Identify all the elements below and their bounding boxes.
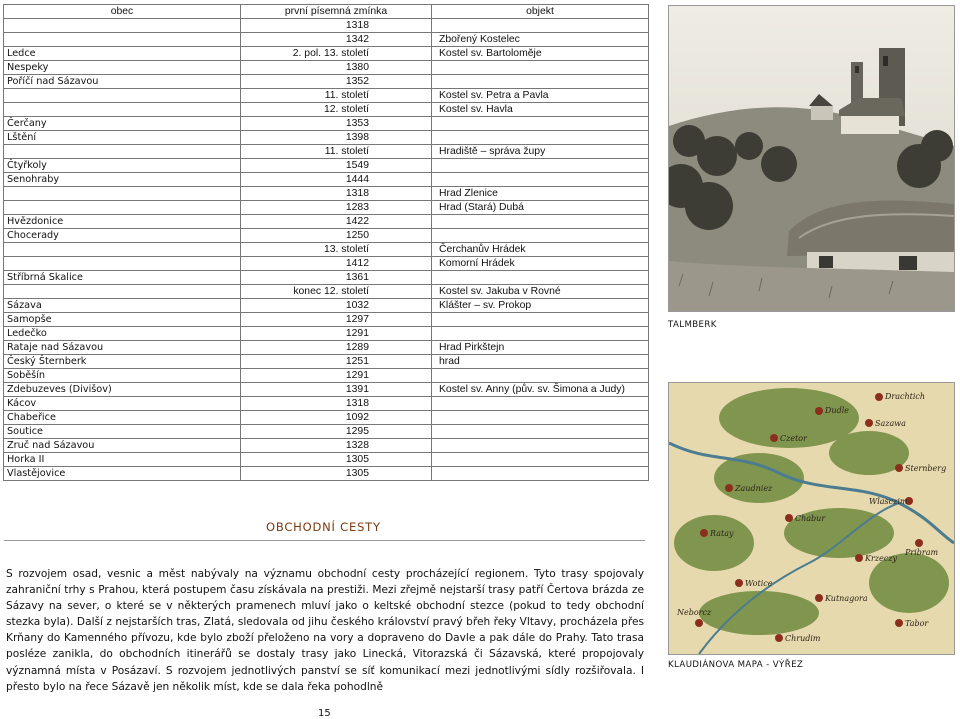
table-row bbox=[4, 341, 649, 355]
table-row bbox=[4, 131, 649, 145]
table-row bbox=[4, 33, 649, 47]
cell-obec bbox=[4, 243, 241, 257]
cell-obec: Zdebuzeves (Divišov) bbox=[4, 383, 241, 397]
table-row bbox=[4, 257, 649, 271]
cell-first-mention: 1352 bbox=[241, 75, 432, 89]
cell-first-mention: 1342 bbox=[241, 33, 432, 47]
cell-objekt bbox=[432, 327, 649, 341]
table-row bbox=[4, 271, 649, 285]
table-row bbox=[4, 145, 649, 159]
cell-objekt: Kostel sv. Bartoloměje bbox=[432, 47, 649, 61]
map-caption: KLAUDIÁNOVA MAPA - VÝŘEZ bbox=[668, 660, 804, 670]
table-row bbox=[4, 355, 649, 369]
cell-objekt bbox=[432, 313, 649, 327]
cell-obec: Poříčí nad Sázavou bbox=[4, 75, 241, 89]
cell-obec: Zruč nad Sázavou bbox=[4, 439, 241, 453]
cell-obec bbox=[4, 257, 241, 271]
cell-objekt bbox=[432, 75, 649, 89]
table-row bbox=[4, 327, 649, 341]
cell-first-mention: 1305 bbox=[241, 453, 432, 467]
map-label: Wotice bbox=[745, 579, 773, 588]
cell-first-mention: 1318 bbox=[241, 19, 432, 33]
cell-objekt: Hrad (Stará) Dubá bbox=[432, 201, 649, 215]
table-row bbox=[4, 383, 649, 397]
cell-obec: Chocerady bbox=[4, 229, 241, 243]
monuments-table bbox=[3, 4, 649, 481]
cell-objekt: Kostel sv. Anny (pův. sv. Šimona a Judy) bbox=[432, 383, 649, 397]
header-obec: obec bbox=[4, 5, 241, 19]
cell-obec bbox=[4, 19, 241, 33]
table-row bbox=[4, 47, 649, 61]
cell-objekt: Klášter – sv. Prokop bbox=[432, 299, 649, 313]
map-label: Czetor bbox=[780, 434, 807, 443]
table-row bbox=[4, 369, 649, 383]
cell-obec: Soutice bbox=[4, 425, 241, 439]
map-label: Chrudim bbox=[785, 634, 821, 643]
header-first-mention: první písemná zmínka bbox=[241, 5, 432, 19]
cell-first-mention: 1353 bbox=[241, 117, 432, 131]
table-row bbox=[4, 103, 649, 117]
cell-objekt bbox=[432, 19, 649, 33]
cell-first-mention: 1361 bbox=[241, 271, 432, 285]
table-row bbox=[4, 229, 649, 243]
table-row bbox=[4, 187, 649, 201]
table-row bbox=[4, 173, 649, 187]
page-number: 15 bbox=[318, 708, 331, 719]
photo-caption: TALMBERK bbox=[668, 320, 717, 330]
map-label: Ratay bbox=[710, 529, 734, 538]
cell-obec: Vlastějovice bbox=[4, 467, 241, 481]
table-row bbox=[4, 89, 649, 103]
body-paragraph: S rozvojem osad, vesnic a měst nabývaly na významu obchodní cesty procházející regionem. Tyto trasy spojovaly zahraniční trhy s Prahou, která postupem času získávala na prestiži. Mezi zřejmě nejstarší trasy patří Čertova brázda ze Sázavy na sever, o které se v některých pramenech mluví jako o keltské obchodní stezce (pokud to tedy obchodní stezka byla). Další z nejstarších tras, Zlatá, sledovala od jihu českého království pravý břeh řeky Vltavy, procházela přes Krňany do Kamenného přívozu, kde bylo zboží přeloženo na vory a dopraveno do Davle a pak dále do Prahy. Tato trasa posléze zanikla, do obchodních itinerářů se dostaly trasy jako Linecká, Vitorazská či Sázavská, které propojovaly významná místa v Posázaví. S rozvojem jednotlivých panství se síť komunikací mezi jednotlivými sídly rozšiřovala. I přesto bylo na řece Sázavě jen několik míst, kde se dala řeka pohodlně bbox=[6, 568, 644, 693]
table-row bbox=[4, 19, 649, 33]
cell-obec bbox=[4, 103, 241, 117]
table-header-row bbox=[4, 5, 649, 19]
cell-obec: Nespeky bbox=[4, 61, 241, 75]
cell-first-mention: 1444 bbox=[241, 173, 432, 187]
cell-first-mention: 1398 bbox=[241, 131, 432, 145]
map-label: Krzeczy bbox=[865, 554, 897, 563]
cell-objekt: Komorní Hrádek bbox=[432, 257, 649, 271]
cell-obec: Chabeřice bbox=[4, 411, 241, 425]
cell-obec: Lštění bbox=[4, 131, 241, 145]
table-row bbox=[4, 411, 649, 425]
cell-objekt bbox=[432, 425, 649, 439]
map-label: Kutnagora bbox=[825, 594, 868, 603]
cell-objekt bbox=[432, 131, 649, 145]
cell-objekt bbox=[432, 271, 649, 285]
cell-first-mention: 1250 bbox=[241, 229, 432, 243]
cell-obec: Ledečko bbox=[4, 327, 241, 341]
klaudian-map-excerpt bbox=[668, 382, 955, 655]
table-row bbox=[4, 117, 649, 131]
cell-obec bbox=[4, 89, 241, 103]
cell-objekt bbox=[432, 173, 649, 187]
map-label: Sternberg bbox=[905, 464, 947, 473]
cell-objekt: hrad bbox=[432, 355, 649, 369]
cell-obec: Hvězdonice bbox=[4, 215, 241, 229]
cell-obec bbox=[4, 187, 241, 201]
cell-first-mention: 1318 bbox=[241, 397, 432, 411]
cell-first-mention: 1380 bbox=[241, 61, 432, 75]
cell-first-mention: 1549 bbox=[241, 159, 432, 173]
cell-obec: Sázava bbox=[4, 299, 241, 313]
cell-objekt: Zbořený Kostelec bbox=[432, 33, 649, 47]
cell-obec: Český Šternberk bbox=[4, 355, 241, 369]
cell-obec: Ledce bbox=[4, 47, 241, 61]
cell-obec: Rataje nad Sázavou bbox=[4, 341, 241, 355]
table-row bbox=[4, 453, 649, 467]
map-label: Sazawa bbox=[875, 419, 906, 428]
cell-obec: Kácov bbox=[4, 397, 241, 411]
cell-objekt bbox=[432, 369, 649, 383]
cell-first-mention: 1318 bbox=[241, 187, 432, 201]
cell-objekt bbox=[432, 159, 649, 173]
map-label: Zaudniez bbox=[735, 484, 773, 493]
table-row bbox=[4, 159, 649, 173]
cell-objekt bbox=[432, 467, 649, 481]
cell-first-mention: 1032 bbox=[241, 299, 432, 313]
cell-obec bbox=[4, 201, 241, 215]
cell-first-mention: 1092 bbox=[241, 411, 432, 425]
cell-obec: Stříbrná Skalice bbox=[4, 271, 241, 285]
map-label: Wlasczim bbox=[869, 497, 908, 506]
cell-first-mention: 1305 bbox=[241, 467, 432, 481]
cell-obec bbox=[4, 145, 241, 159]
cell-objekt bbox=[432, 411, 649, 425]
table-row bbox=[4, 285, 649, 299]
section-heading: OBCHODNÍ CESTY bbox=[266, 520, 381, 534]
cell-first-mention: 11. století bbox=[241, 145, 432, 159]
cell-objekt bbox=[432, 215, 649, 229]
cell-first-mention: 1412 bbox=[241, 257, 432, 271]
map-label: Chabur bbox=[795, 514, 826, 523]
cell-objekt: Čerchanův Hrádek bbox=[432, 243, 649, 257]
table-row bbox=[4, 215, 649, 229]
table-row bbox=[4, 313, 649, 327]
table-row bbox=[4, 201, 649, 215]
cell-first-mention: 1295 bbox=[241, 425, 432, 439]
heading-rule bbox=[4, 540, 645, 541]
cell-objekt: Kostel sv. Havla bbox=[432, 103, 649, 117]
cell-first-mention: 13. století bbox=[241, 243, 432, 257]
cell-first-mention: 1291 bbox=[241, 327, 432, 341]
cell-first-mention: 1328 bbox=[241, 439, 432, 453]
table-row bbox=[4, 75, 649, 89]
cell-first-mention: 1251 bbox=[241, 355, 432, 369]
table-row bbox=[4, 61, 649, 75]
cell-obec: Čerčany bbox=[4, 117, 241, 131]
cell-first-mention: 1422 bbox=[241, 215, 432, 229]
cell-obec: Samopše bbox=[4, 313, 241, 327]
map-label: Neborcz bbox=[677, 608, 712, 617]
cell-first-mention: 1283 bbox=[241, 201, 432, 215]
cell-obec: Čtyřkoly bbox=[4, 159, 241, 173]
cell-objekt: Kostel sv. Petra a Pavla bbox=[432, 89, 649, 103]
cell-objekt: Kostel sv. Jakuba v Rovné bbox=[432, 285, 649, 299]
cell-obec: Soběšín bbox=[4, 369, 241, 383]
cell-first-mention: 1289 bbox=[241, 341, 432, 355]
cell-objekt bbox=[432, 439, 649, 453]
cell-first-mention: 11. století bbox=[241, 89, 432, 103]
header-objekt: objekt bbox=[432, 5, 649, 19]
cell-objekt: Hrad Pirkštejn bbox=[432, 341, 649, 355]
cell-objekt: Hrad Zlenice bbox=[432, 187, 649, 201]
map-label: Pribram bbox=[905, 548, 939, 557]
map-label: Drachtich bbox=[885, 392, 926, 401]
talmberk-photo bbox=[668, 5, 955, 312]
cell-objekt bbox=[432, 229, 649, 243]
cell-first-mention: 12. století bbox=[241, 103, 432, 117]
cell-obec bbox=[4, 33, 241, 47]
cell-first-mention: 2. pol. 13. století bbox=[241, 47, 432, 61]
map-label: Tabor bbox=[905, 619, 929, 628]
cell-first-mention: 1291 bbox=[241, 369, 432, 383]
table-row bbox=[4, 467, 649, 481]
cell-first-mention: konec 12. století bbox=[241, 285, 432, 299]
cell-first-mention: 1391 bbox=[241, 383, 432, 397]
cell-objekt bbox=[432, 453, 649, 467]
cell-obec: Senohraby bbox=[4, 173, 241, 187]
table-row bbox=[4, 397, 649, 411]
cell-obec bbox=[4, 285, 241, 299]
table-row bbox=[4, 299, 649, 313]
cell-obec: Horka II bbox=[4, 453, 241, 467]
table-row bbox=[4, 243, 649, 257]
cell-objekt bbox=[432, 61, 649, 75]
cell-objekt: Hradiště – správa župy bbox=[432, 145, 649, 159]
map-label: Dudle bbox=[825, 406, 849, 415]
table-row bbox=[4, 425, 649, 439]
cell-objekt bbox=[432, 397, 649, 411]
table-row bbox=[4, 439, 649, 453]
cell-objekt bbox=[432, 117, 649, 131]
cell-first-mention: 1297 bbox=[241, 313, 432, 327]
